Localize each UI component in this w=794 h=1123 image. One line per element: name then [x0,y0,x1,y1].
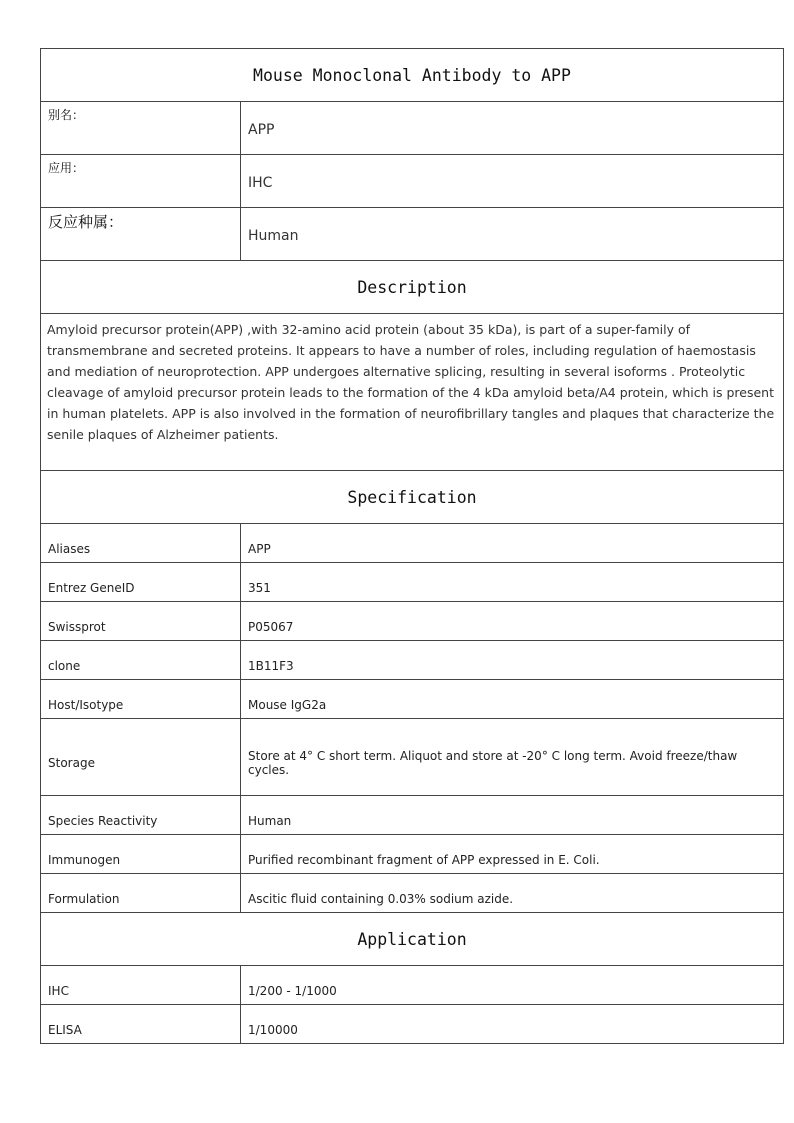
description-heading: Description [41,261,784,314]
application-heading-row [41,913,784,966]
spec-label: clone [41,641,241,680]
application-value: 1/10000 [241,1005,784,1044]
spec-label: Host/Isotype [41,680,241,719]
spec-value: P05067 [241,602,784,641]
spec-value: Mouse IgG2a [241,680,784,719]
spec-value: Purified recombinant fragment of APP expressed in E. Coli. [241,835,784,874]
spec-value: 351 [241,563,784,602]
spec-label: Immunogen [41,835,241,874]
application-heading: Application [41,913,784,966]
application-label: ELISA [41,1005,241,1044]
spec-row-storage [41,719,784,796]
datasheet-table [40,48,784,1044]
specification-heading-row [41,471,784,524]
application-row-elisa [41,1005,784,1044]
datasheet [40,48,784,1044]
title-row [41,49,784,102]
spec-label: Formulation [41,874,241,913]
description-row [41,314,784,471]
spec-label: Species Reactivity [41,796,241,835]
spec-label: Storage [41,719,241,796]
spec-row-aliases [41,524,784,563]
spec-row-clone [41,641,784,680]
overview-value: Human [241,208,784,261]
spec-row-swissprot [41,602,784,641]
spec-row-formulation [41,874,784,913]
application-row-ihc [41,966,784,1005]
description-heading-row [41,261,784,314]
spec-row-entrez [41,563,784,602]
spec-value: Ascitic fluid containing 0.03% sodium azide. [241,874,784,913]
application-label: IHC [41,966,241,1005]
overview-row-application [41,155,784,208]
overview-label: 别名： [41,102,241,155]
overview-row-alias [41,102,784,155]
spec-row-immunogen [41,835,784,874]
spec-value: APP [241,524,784,563]
spec-value: Store at 4° C short term. Aliquot and store at -20° C long term. Avoid freeze/thaw cycles. [241,719,784,796]
spec-label: Aliases [41,524,241,563]
overview-label: 反应种属： [41,208,241,261]
spec-value: 1B11F3 [241,641,784,680]
spec-label: Entrez GeneID [41,563,241,602]
overview-value: APP [241,102,784,155]
spec-row-species [41,796,784,835]
overview-label: 应用： [41,155,241,208]
spec-value: Human [241,796,784,835]
page-title: Mouse Monoclonal Antibody to APP [41,49,784,102]
overview-value: IHC [241,155,784,208]
overview-row-reactivity [41,208,784,261]
spec-row-host [41,680,784,719]
description-text: Amyloid precursor protein(APP) ,with 32-amino acid protein (about 35 kDa), is part of a super-family of transmembrane and secreted proteins. It appears to have a number of roles, including regulation of haemostasis and mediation of neuroprotection. APP undergoes alternative splicing, resulting in several isoforms . Proteolytic cleavage of amyloid precursor protein leads to the formation of the 4 kDa amyloid beta/A4 protein, which is present in human platelets. APP is also involved in the formation of neurofibrillary tangles and plaques that characterize the senile plaques of Alzheimer patients. [41,314,784,471]
specification-heading: Specification [41,471,784,524]
spec-label: Swissprot [41,602,241,641]
application-value: 1/200 - 1/1000 [241,966,784,1005]
